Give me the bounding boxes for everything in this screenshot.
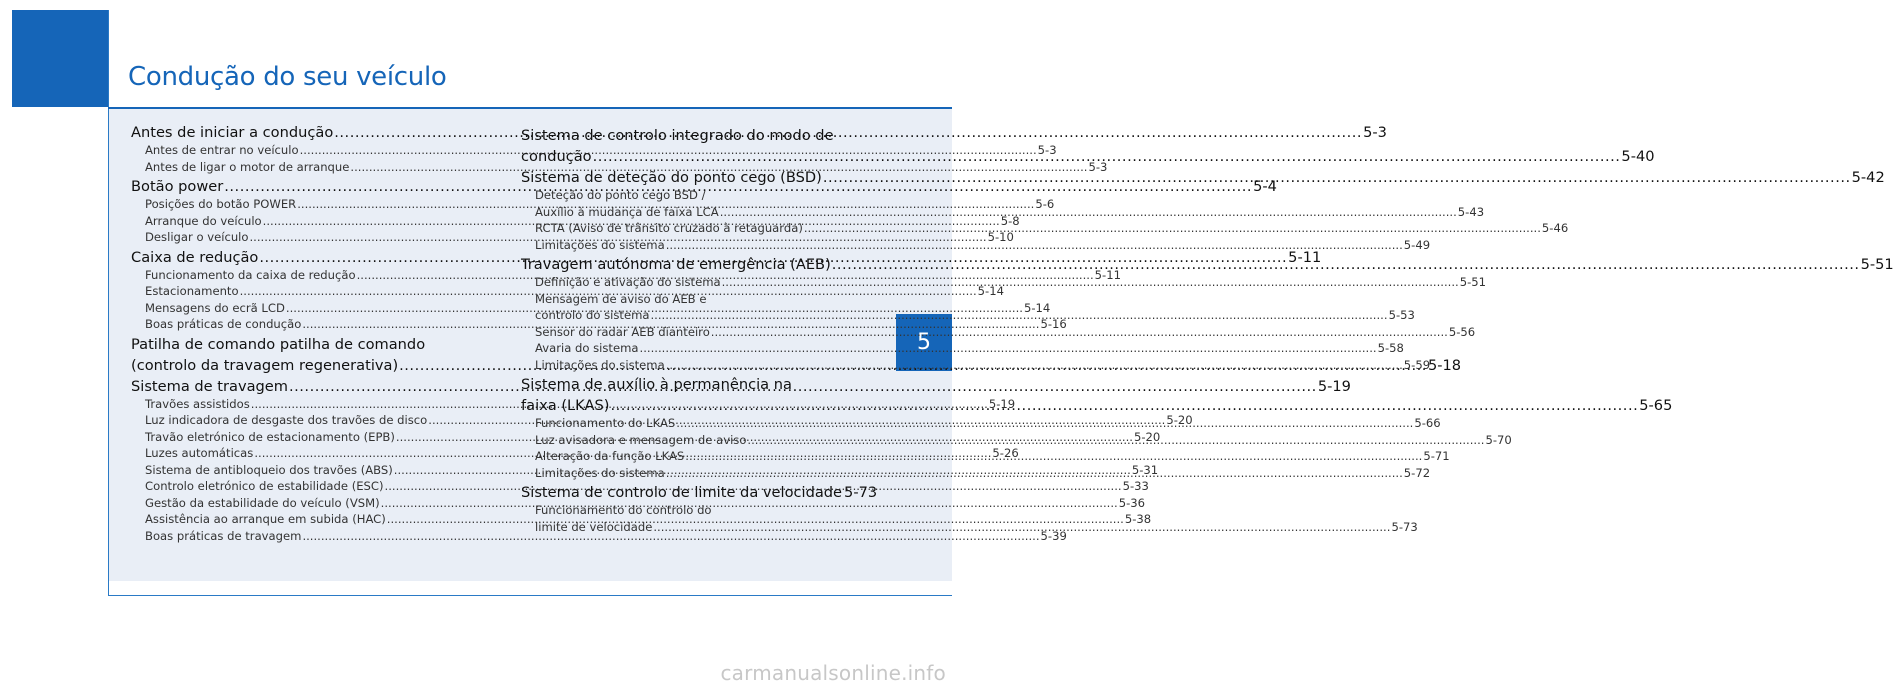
toc-page-number: 5-40 (1621, 148, 1655, 165)
toc-subentry[interactable] (131, 159, 1108, 176)
toc-subentry-title-line: Deteção do ponto cego BSD / (535, 188, 706, 202)
toc-entry-title: Sistema de controlo de limite da velocidade (521, 484, 843, 501)
page-title: Condução do seu veículo (128, 62, 447, 92)
toc-page-number: 5-14 (977, 284, 1004, 298)
toc-entry-title: Botão power (131, 178, 224, 195)
toc-entry-title: Gestão da estabilidade do veículo (VSM) (145, 495, 380, 510)
dot-leader (711, 324, 1448, 341)
toc-page-number: 5-10 (987, 230, 1014, 244)
dot-leader (610, 397, 1638, 415)
toc-entry-title: Limitações do sistema (535, 237, 665, 252)
toc-entry-title: Arranque do veículo (145, 213, 262, 228)
toc-section-title-line: Sistema de controlo integrado do modo de (521, 127, 834, 144)
dot-leader (747, 432, 1484, 449)
toc-entry-title: faixa (LKAS) (521, 397, 610, 414)
toc-subentry[interactable] (131, 528, 1067, 545)
toc-page-number: 5-31 (1131, 462, 1159, 477)
toc-page-number: 5-14 (1023, 300, 1051, 315)
toc-entry-title: Antes de ligar o motor de arranque (145, 159, 350, 174)
toc-page-number: 5-4 (1253, 178, 1277, 195)
toc-entry-title: Definição e ativação do sistema (535, 275, 721, 289)
dot-leader (653, 519, 1390, 536)
dot-leader (640, 340, 1377, 357)
bottom-rule (109, 595, 952, 596)
toc-entry-title: Boas práticas de condução (145, 317, 302, 331)
toc-entry-title: condução (521, 148, 592, 165)
chapter-color-block (12, 10, 109, 107)
toc-page-number: 5-26 (992, 446, 1019, 460)
dot-leader (720, 204, 1457, 221)
toc-entry-title: Luzes automáticas (145, 446, 254, 460)
toc-entry-title: Mensagens do ecrã LCD (145, 300, 285, 315)
toc-page-number: 5-38 (1124, 512, 1152, 526)
toc-page-number: 5-51 (1459, 275, 1487, 289)
dot-leader (722, 274, 1459, 291)
toc-page-number: 5-11 (1094, 267, 1121, 282)
toc-entry-title: Caixa de redução (131, 248, 259, 266)
toc-page-number: 5-19 (1317, 377, 1351, 395)
toc-page-number: 5-39 (1040, 528, 1067, 543)
toc-page-number: 5-33 (1122, 479, 1149, 493)
toc-entry-title: Assistência ao arranque em subida (HAC) (145, 512, 386, 526)
toc-section-entry[interactable] (521, 169, 1885, 187)
toc-entry-title: Controlo eletrónico de estabilidade (ESC) (145, 479, 384, 493)
toc-entry-title: Boas práticas de travagem (145, 528, 302, 543)
dot-leader (666, 465, 1403, 482)
toc-entry-title: Travões assistidos (145, 396, 250, 411)
toc-entry-title: Funcionamento do LKAS (535, 416, 676, 430)
toc-entry-title: Desligar o veículo (145, 230, 249, 244)
toc-page-number: 5-8 (1000, 213, 1020, 228)
toc-entry-title: Limitações do sistema (535, 357, 665, 372)
toc-entry-title: Sistema de antibloqueio dos travões (ABS) (145, 462, 393, 477)
toc-page-number: 5-20 (1134, 429, 1161, 444)
toc-page-number: 5-36 (1118, 495, 1146, 510)
toc-page-number: 5-65 (1639, 397, 1673, 414)
toc-page-number: 5-3 (1363, 124, 1387, 141)
toc-page-number: 5-46 (1541, 221, 1569, 235)
toc-subentry-title-line: Mensagem de aviso do AEB e (535, 291, 707, 306)
toc-page-number: 5-18 (1427, 356, 1462, 374)
toc-page-number: 5-71 (1423, 449, 1450, 463)
toc-page-number: 5-42 (1851, 169, 1885, 186)
toc-page-number: 5-11 (1288, 248, 1322, 266)
toc-entry-title: Funcionamento da caixa de redução (145, 267, 356, 282)
toc-page-number: 5-51 (1860, 256, 1894, 273)
toc-page-number: 5-16 (1040, 317, 1067, 331)
watermark: carmanualsonline.info (720, 661, 946, 685)
toc-page-number: 5-58 (1377, 341, 1404, 355)
toc-page-number: 5-59 (1403, 357, 1431, 372)
dot-leader (666, 357, 1403, 374)
toc-entry-title: Luz avisadora e mensagem de aviso (535, 432, 747, 447)
toc-entry-title: Sistema de travagem (131, 377, 289, 395)
toc-page-number: 5-53 (1388, 308, 1415, 322)
toc-page-number: 5-73 (844, 484, 878, 501)
toc-section-title-line: Sistema de auxílio à permanência na (521, 376, 792, 393)
dot-leader (676, 415, 1413, 432)
toc-entry-title: (controlo da travagem regenerativa) (131, 356, 399, 374)
toc-subentry[interactable] (521, 357, 1431, 374)
toc-entry-title: Sensor do radar AEB dianteiro (535, 324, 710, 339)
toc-page-number: 5-20 (1166, 413, 1193, 427)
toc-entry-title: Estacionamento (145, 284, 239, 298)
dot-leader (685, 448, 1422, 465)
toc-page-number: 5-49 (1403, 237, 1431, 252)
toc-entry-title: Avaria do sistema (535, 341, 639, 355)
toc-entry-title: Antes de iniciar a condução (131, 124, 334, 141)
toc-page-number: 5-56 (1448, 324, 1476, 339)
dot-leader (593, 148, 1621, 166)
toc-section-entry[interactable] (521, 484, 878, 502)
toc-entry-title: Alteração da função LKAS (535, 449, 685, 463)
toc-page-number: 5-3 (1088, 159, 1108, 174)
toc-entry-title: RCTA (Aviso de trânsito cruzado à retaguarda) (535, 221, 803, 235)
toc-entry-title: Travão eletrónico de estacionamento (EPB) (145, 429, 395, 444)
chapter-tab[interactable]: 5 (896, 314, 952, 371)
toc-page-number: 5-73 (1391, 519, 1418, 534)
toc-entry-title: Antes de entrar no veículo (145, 143, 299, 157)
toc-entry-title: Posições do botão POWER (145, 197, 297, 211)
toc-page-number: 5-66 (1414, 416, 1441, 430)
toc-page-number: 5-43 (1457, 204, 1485, 219)
toc-page-number: 5-3 (1037, 143, 1057, 157)
toc-entry-title: Auxílio à mudança de faixa LCA (535, 204, 719, 219)
toc-entry-title: Luz indicadora de desgaste dos travões de disco (145, 413, 428, 427)
toc-page-number: 5-6 (1035, 197, 1055, 211)
dot-leader (650, 307, 1387, 324)
toc-subentry[interactable] (521, 340, 1404, 357)
toc-subentry-title-line: Funcionamento do controlo do (535, 503, 712, 517)
dot-leader (666, 237, 1403, 254)
toc-page-number: 5-19 (988, 396, 1016, 411)
toc-entry-title: Travagem autónoma de emergência (AEB) (521, 256, 831, 273)
toc-page-number: 5-70 (1485, 432, 1512, 447)
toc-entry-title: controlo do sistema (535, 308, 650, 322)
dot-leader (823, 169, 1851, 187)
toc-entry-title: Limitações do sistema (535, 465, 665, 480)
toc-page-number: 5-72 (1403, 465, 1431, 480)
toc-entry-title: limite de velocidade (535, 519, 653, 534)
toc-section-title-line: Patilha de comando patilha de comando (131, 335, 426, 353)
dot-leader (804, 220, 1541, 237)
toc-entry-title: Sistema de deteção do ponto cego (BSD) (521, 169, 822, 186)
dot-leader (832, 256, 1860, 274)
